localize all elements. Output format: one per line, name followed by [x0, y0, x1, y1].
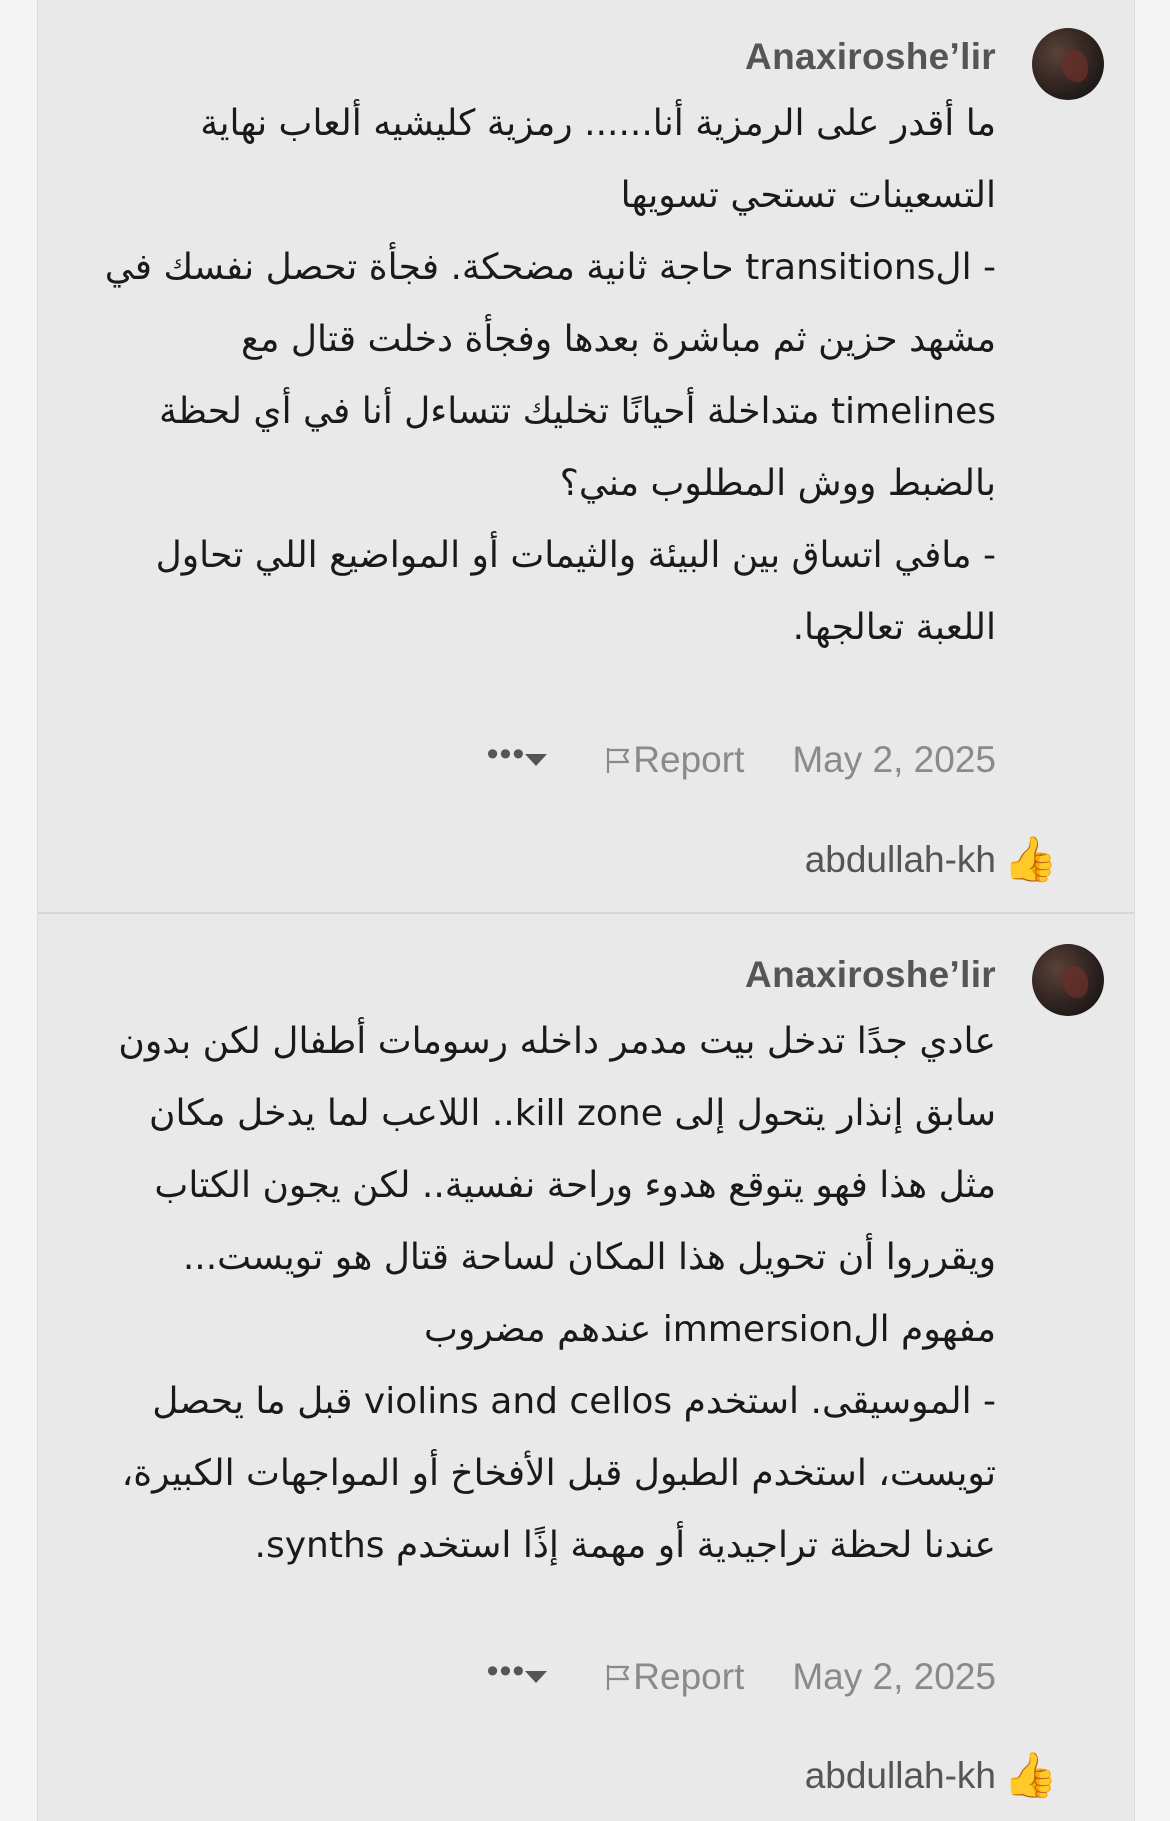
- comment-body: [81, 1006, 996, 1582]
- reaction-row[interactable]: [804, 832, 1058, 888]
- comment-body: [81, 88, 996, 664]
- comment-paragraph: - الtransitions حاجة ثانية مضحكة. فجأة تحصل نفسك في مشهد حزين ثم مباشرة بعدها وفجأة دخلت قتال مع timelines متداخلة أحيانًا تخليك تتساءل أنا في أي لحظة بالضبط ووش المطلوب مني؟: [104, 247, 996, 504]
- post-date[interactable]: May 2, 2025: [792, 1656, 996, 1697]
- thumbs-up-icon: 👍: [1003, 1751, 1058, 1800]
- comment-paragraph: - مافي اتساق بين البيئة والثيمات أو المواضيع اللي تحاول اللعبة تعالجها.: [155, 535, 996, 648]
- reaction-row[interactable]: [804, 1748, 1058, 1804]
- comment-meta: [481, 736, 996, 784]
- report-label: Report: [633, 739, 745, 780]
- author-avatar[interactable]: [1032, 28, 1104, 100]
- report-label: Report: [633, 1656, 745, 1697]
- author-name[interactable]: Anaxiroshe’lir: [745, 36, 996, 77]
- comment-meta: [481, 1653, 996, 1701]
- post-date[interactable]: May 2, 2025: [792, 739, 996, 780]
- comment-paragraph: - الموسيقى. استخدم violins and cellos قبل ما يحصل تويست، استخدم الطبول قبل الأفخاخ أو المواجهات الكبيرة، عندنا لحظة تراجيدية أو مهمة إذًا استخدم synths.: [121, 1381, 996, 1566]
- more-options-button[interactable]: [481, 1652, 548, 1694]
- ellipsis-icon: •••: [486, 1652, 526, 1690]
- post-divider: [38, 912, 1134, 914]
- reaction-username[interactable]: abdullah-kh: [804, 1755, 996, 1796]
- author-name[interactable]: Anaxiroshe’lir: [745, 954, 996, 995]
- comment-column: [37, 0, 1135, 1821]
- caret-down-icon: [525, 1671, 547, 1683]
- comment-paragraph: ما أقدر على الرمزية أنا...... رمزية كليشيه ألعاب نهاية التسعينات تستحي تسويها: [200, 103, 996, 216]
- author-avatar[interactable]: [1032, 944, 1104, 1016]
- flag-outline-icon: [603, 745, 633, 775]
- reaction-username[interactable]: abdullah-kh: [804, 839, 996, 880]
- report-button[interactable]: [595, 1656, 744, 1698]
- ellipsis-icon: •••: [486, 735, 526, 773]
- report-button[interactable]: [595, 739, 744, 781]
- flag-outline-icon: [603, 1662, 633, 1692]
- more-options-button[interactable]: [481, 735, 548, 777]
- comment-paragraph: عادي جدًا تدخل بيت مدمر داخله رسومات أطفال لكن بدون سابق إنذار يتحول إلى kill zone.. اللاعب لما يدخل مكان مثل هذا فهو يتوقع هدوء وراحة نفسية.. لكن يجون الكتاب ويقرروا أن تحويل هذا المكان لساحة قتال هو تويست... مفهوم الimmersion عندهم مضروب: [118, 1021, 996, 1350]
- thumbs-up-icon: 👍: [1003, 835, 1058, 884]
- caret-down-icon: [525, 754, 547, 766]
